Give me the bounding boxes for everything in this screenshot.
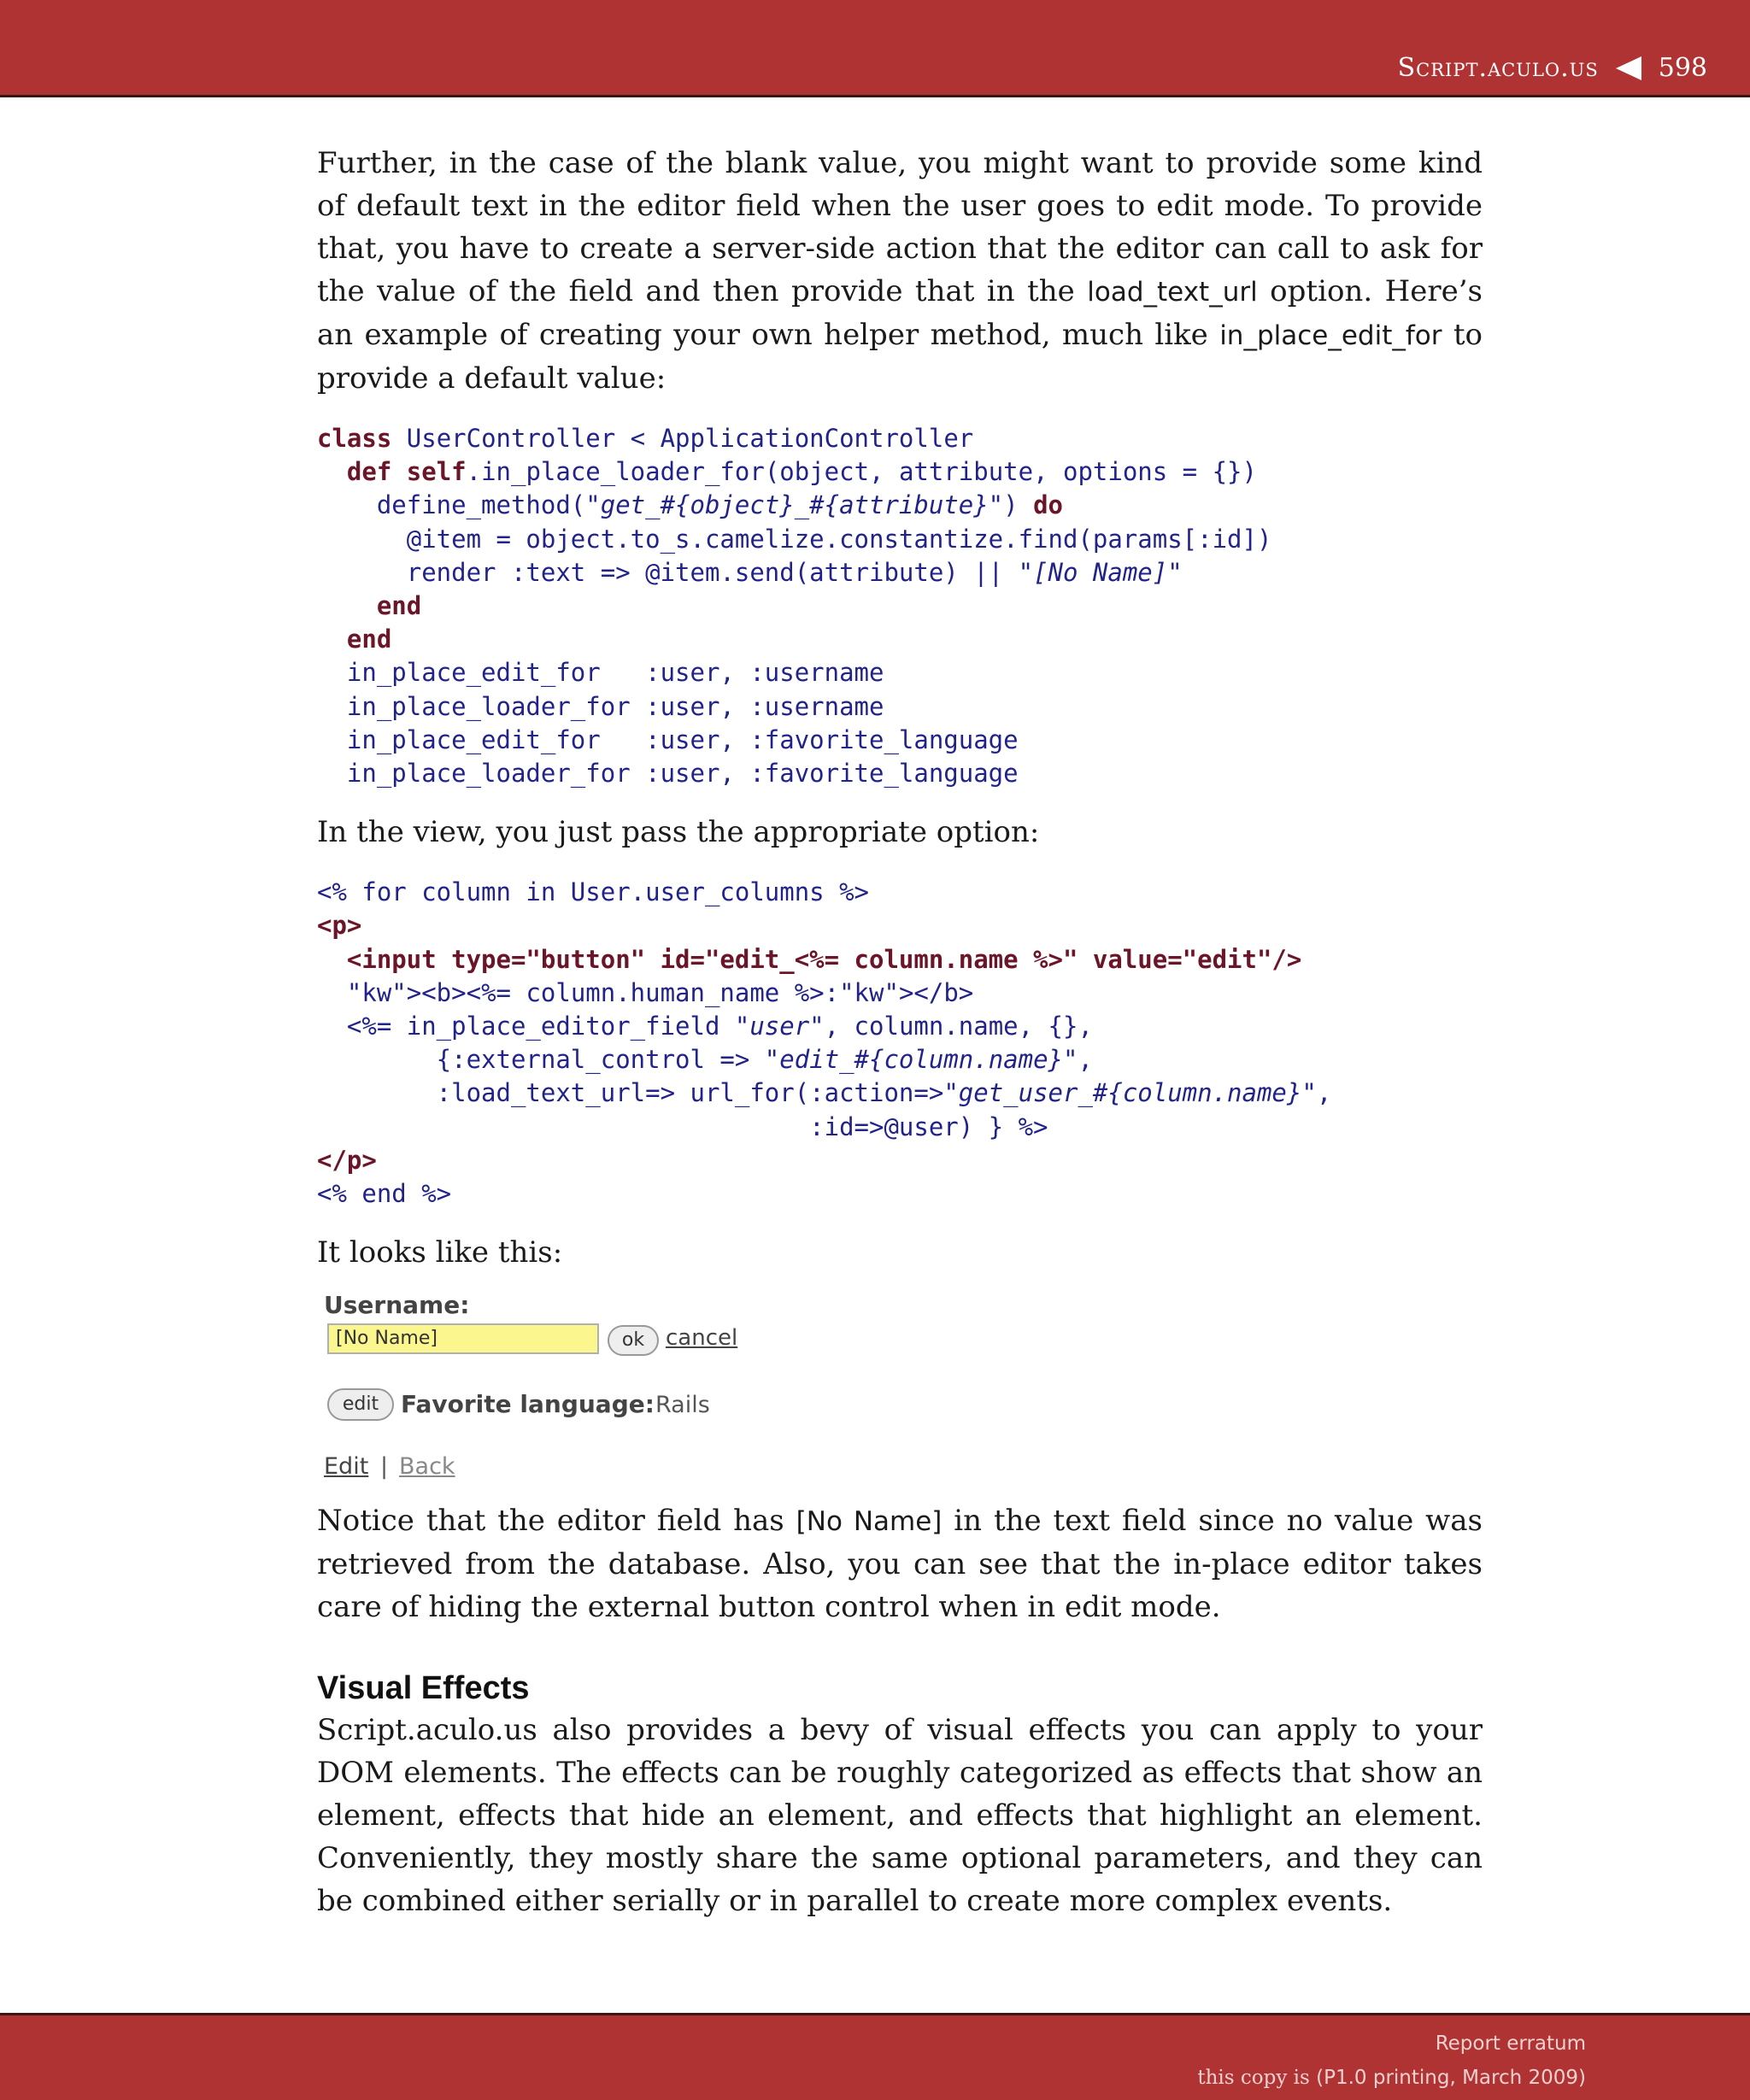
controller-code-line: end [376,591,422,621]
view-code-line: <p> [317,911,362,941]
section-title: Script.aculo.us [1397,53,1599,83]
paragraph-view-option: In the view, you just pass the appropriate option: [317,815,1040,850]
section-heading: Visual Effects [317,1670,530,1707]
ok-button[interactable]: ok [608,1325,659,1356]
view-code-line: :load_text_url=> url_for(:action=>"get_user_#{column.name}", [317,1078,1332,1108]
printing-info: (P1.0 printing, March 2009) [1316,2067,1586,2089]
paragraph-default-text [317,142,1483,400]
page-number: 598 [1658,53,1707,83]
controller-code-line: define_method("get_#{object}_#{attribute}") do [317,490,1063,520]
copy-prefix: this copy is [1197,2067,1310,2089]
controller-code-line: render :text => @item.send(attribute) || "[No Name]" [317,557,1183,587]
controller-code-line: @item = object.to_s.camelize.constantize.find(params[:id]) [317,524,1272,554]
page-footer [0,2013,1750,2100]
paragraph-notice [317,1499,1483,1628]
view-code-line: <input type="button" id="edit_<%= column.name %>" value="edit"/> [317,944,1302,974]
inline-code-in-place-edit-for: in_place_edit_for [1219,320,1442,351]
paragraph-text: Further, in the case of the blank value, you might want to provide some kind of default text in the editor field when the user goes to edit mode. To provide that, you have to create a server-side action that the editor can call to ask for the value of the field and then provide that in the [317,146,1483,308]
username-label: Username: [324,1291,470,1320]
favorite-language-value[interactable]: Rails [655,1392,710,1419]
view-code-line: <%= in_place_editor_field "user", column.name, {}, [317,1012,1093,1041]
code-listing-controller [317,422,1483,790]
paragraph-text: option. Here’s an example of creating your own helper method, much like [317,274,1483,352]
view-code-line: {:external_control => "edit_#{column.name}", [317,1045,1093,1075]
username-editor-field[interactable]: [No Name] [327,1323,599,1354]
editor-screenshot [324,1288,768,1489]
controller-code-line: class UserController < ApplicationController [317,424,974,453]
view-code-line: <% end %> [317,1179,452,1209]
favorite-language-label: Favorite language: [401,1390,655,1419]
controller-code-line: in_place_edit_for :user, :favorite_language [317,724,1019,754]
page-content [317,142,1483,1922]
edit-button[interactable]: edit [327,1388,394,1421]
paragraph-looks-like: It looks like this: [317,1235,563,1270]
inline-code-load-text-url: load_text_url [1087,277,1258,308]
link-separator: | [380,1453,389,1481]
inline-code-no-name: [No Name] [796,1506,943,1538]
controller-code-line: in_place_edit_for :user, :username [317,658,884,688]
paragraph-text: to provide a default value: [317,318,1483,396]
view-code-line: :id=>@user) } %> [317,1112,1048,1141]
controller-code-line: def self.in_place_loader_for(object, attribute, options = {}) [346,457,1257,487]
controller-code-line: in_place_loader_for :user, :favorite_language [317,759,1019,789]
edit-link[interactable]: Edit [324,1453,369,1481]
view-code-line: </p> [317,1145,377,1175]
paragraph-text: Notice that the editor field has [317,1504,796,1539]
cancel-link[interactable]: cancel [666,1325,738,1352]
previous-page-arrow-icon[interactable] [1616,56,1641,80]
report-erratum-link[interactable]: Report erratum [1435,2033,1586,2055]
page-header [0,0,1750,97]
paragraph-text: in the text field since no value was retrieved from the database. Also, you can see that the in-place editor takes care of hiding the external button control when in edit mode. [317,1504,1483,1625]
view-code-line: "kw"><b><%= column.human_name %>:"kw"></b> [346,977,974,1007]
copy-info [1197,2067,1586,2089]
back-link[interactable]: Back [399,1453,455,1481]
paragraph-visual-effects: Script.aculo.us also provides a bevy of visual effects you can apply to your DOM elements. The effects can be roughly categorized as effects that show an element, effects that hide an element, and effects that highlight an element. Conveniently, they mostly share the same optional parameters, and they can be combined either serially or in parallel to create more complex events. [317,1713,1483,1919]
code-listing-view [317,876,1483,1211]
view-code-line: <% for column in User.user_columns %> [317,877,870,907]
controller-code-line: end [346,625,392,654]
header-crumb [1398,53,1707,83]
controller-code-line: in_place_loader_for :user, :username [317,691,884,721]
